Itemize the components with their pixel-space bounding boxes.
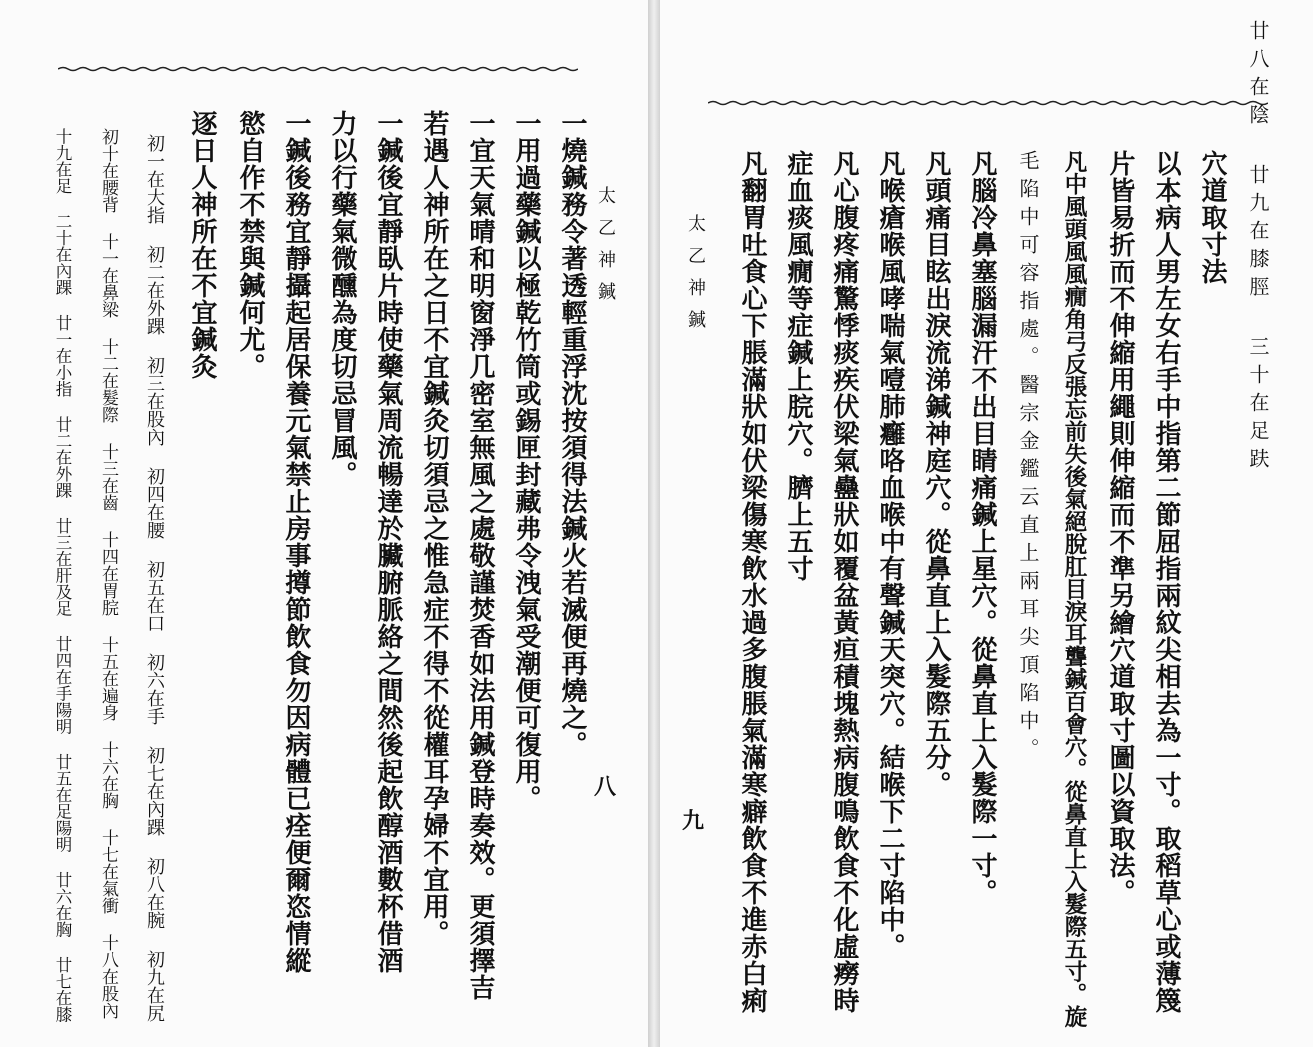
book-gutter	[648, 0, 660, 1047]
text-column: 以本病人男左女右手中指第二節屈指兩紋尖相去為一寸。取稻草心或薄篾	[1151, 150, 1181, 1014]
text-column: 一宜天氣晴和明窗淨几密室無風之處敬謹焚香如法用鍼登時奏效。更須擇吉	[465, 110, 495, 1001]
text-column: 凡翻胃吐食心下脹滿狀如伏梁傷寒飲水過多腹脹氣滿寒癖飲食不進赤白痢	[737, 150, 767, 1014]
right-page	[660, 0, 1313, 1047]
text-column: 凡中風頭風風癇角弓反張忘前失後氣絕脫肛目淚耳聾鍼百會穴。從鼻直上入髮際五寸。旋	[1061, 150, 1087, 1028]
text-column: 症血痰風癇等症鍼上脘穴。臍上五寸	[783, 150, 813, 582]
section-heading: 穴道取寸法	[1197, 150, 1227, 285]
calendar-column: 十九在足 二十在內踝 廿一在小指 廿二在外踝 廿三在肝及足 廿四在手陽明 廿五在足陽明 廿六在胸 廿七在膝	[53, 128, 72, 1023]
section-heading: 逐日人神所在不宜鍼灸	[187, 110, 217, 380]
text-column: 凡腦冷鼻塞腦漏汗不出目睛痛鍼上星穴。從鼻直上入髮際一寸。	[967, 150, 997, 906]
calendar-column: 初一在大指 初二在外踝 初三在股內 初四在腰 初五在口 初六在手 初七在內踝 初八在腕 初九在尻	[144, 134, 165, 1022]
wavy-rule	[58, 66, 578, 70]
text-column: 一燒鍼務令著透輕重浮沈按須得法鍼火若滅便再燒之。	[557, 110, 587, 758]
text-column: 力以行藥氣微醺為度切忌冒風。	[327, 110, 357, 488]
text-column: 一鍼後務宜靜攝起居保養元氣禁止房事撙節飲食勿因病體已痊便爾恣情縱	[281, 110, 311, 974]
running-head: 太乙神鍼	[685, 214, 706, 342]
text-column: 凡喉瘡喉風哮喘氣噎肺癰咯血喉中有聲鍼天突穴。結喉下二寸陷中。	[875, 150, 905, 960]
text-column: 凡頭痛目眩出淚流涕鍼神庭穴。從鼻直上入髮際五分。	[921, 150, 951, 798]
text-column: 一鍼後宜靜臥片時使藥氣周流暢達於臟腑脈絡之間然後起飲醇酒數杯借酒	[373, 110, 403, 974]
text-column: 毛陷中可容指處。醫宗金鑑云直上兩耳尖頂陷中。	[1016, 150, 1040, 766]
text-column: 一用過藥鍼以極乾竹筒或錫匣封藏弗令洩氣受潮便可復用。	[511, 110, 541, 812]
page-number: 九	[682, 808, 705, 834]
calendar-column: 初十在腰背 十一在鼻梁 十二在髮際 十三在齒 十四在胃脘 十五在遍身 十六在胸 十七在氣衝 十八在股內	[98, 128, 118, 1019]
text-column: 片皆易折而不伸縮用繩則伸縮而不準另繪穴道取寸圖以資取法。	[1105, 150, 1135, 906]
running-head: 太乙神鍼	[595, 186, 616, 314]
left-page	[0, 0, 648, 1047]
calendar-column: 廿八在陰 廿九在膝脛 三十在足趺	[1246, 20, 1270, 476]
text-column: 慾自作不禁與鍼何尤。	[235, 110, 265, 380]
page-number: 八	[594, 774, 617, 800]
wavy-rule	[708, 100, 1268, 104]
text-column: 凡心腹疼痛驚悸痰疾伏梁氣蠱狀如覆盆黃疸積塊熱病腹鳴飲食不化虛癆時	[829, 150, 859, 1014]
text-column: 若遇人神所在之日不宜鍼灸切須忌之惟急症不得不從權耳孕婦不宜用。	[419, 110, 449, 947]
